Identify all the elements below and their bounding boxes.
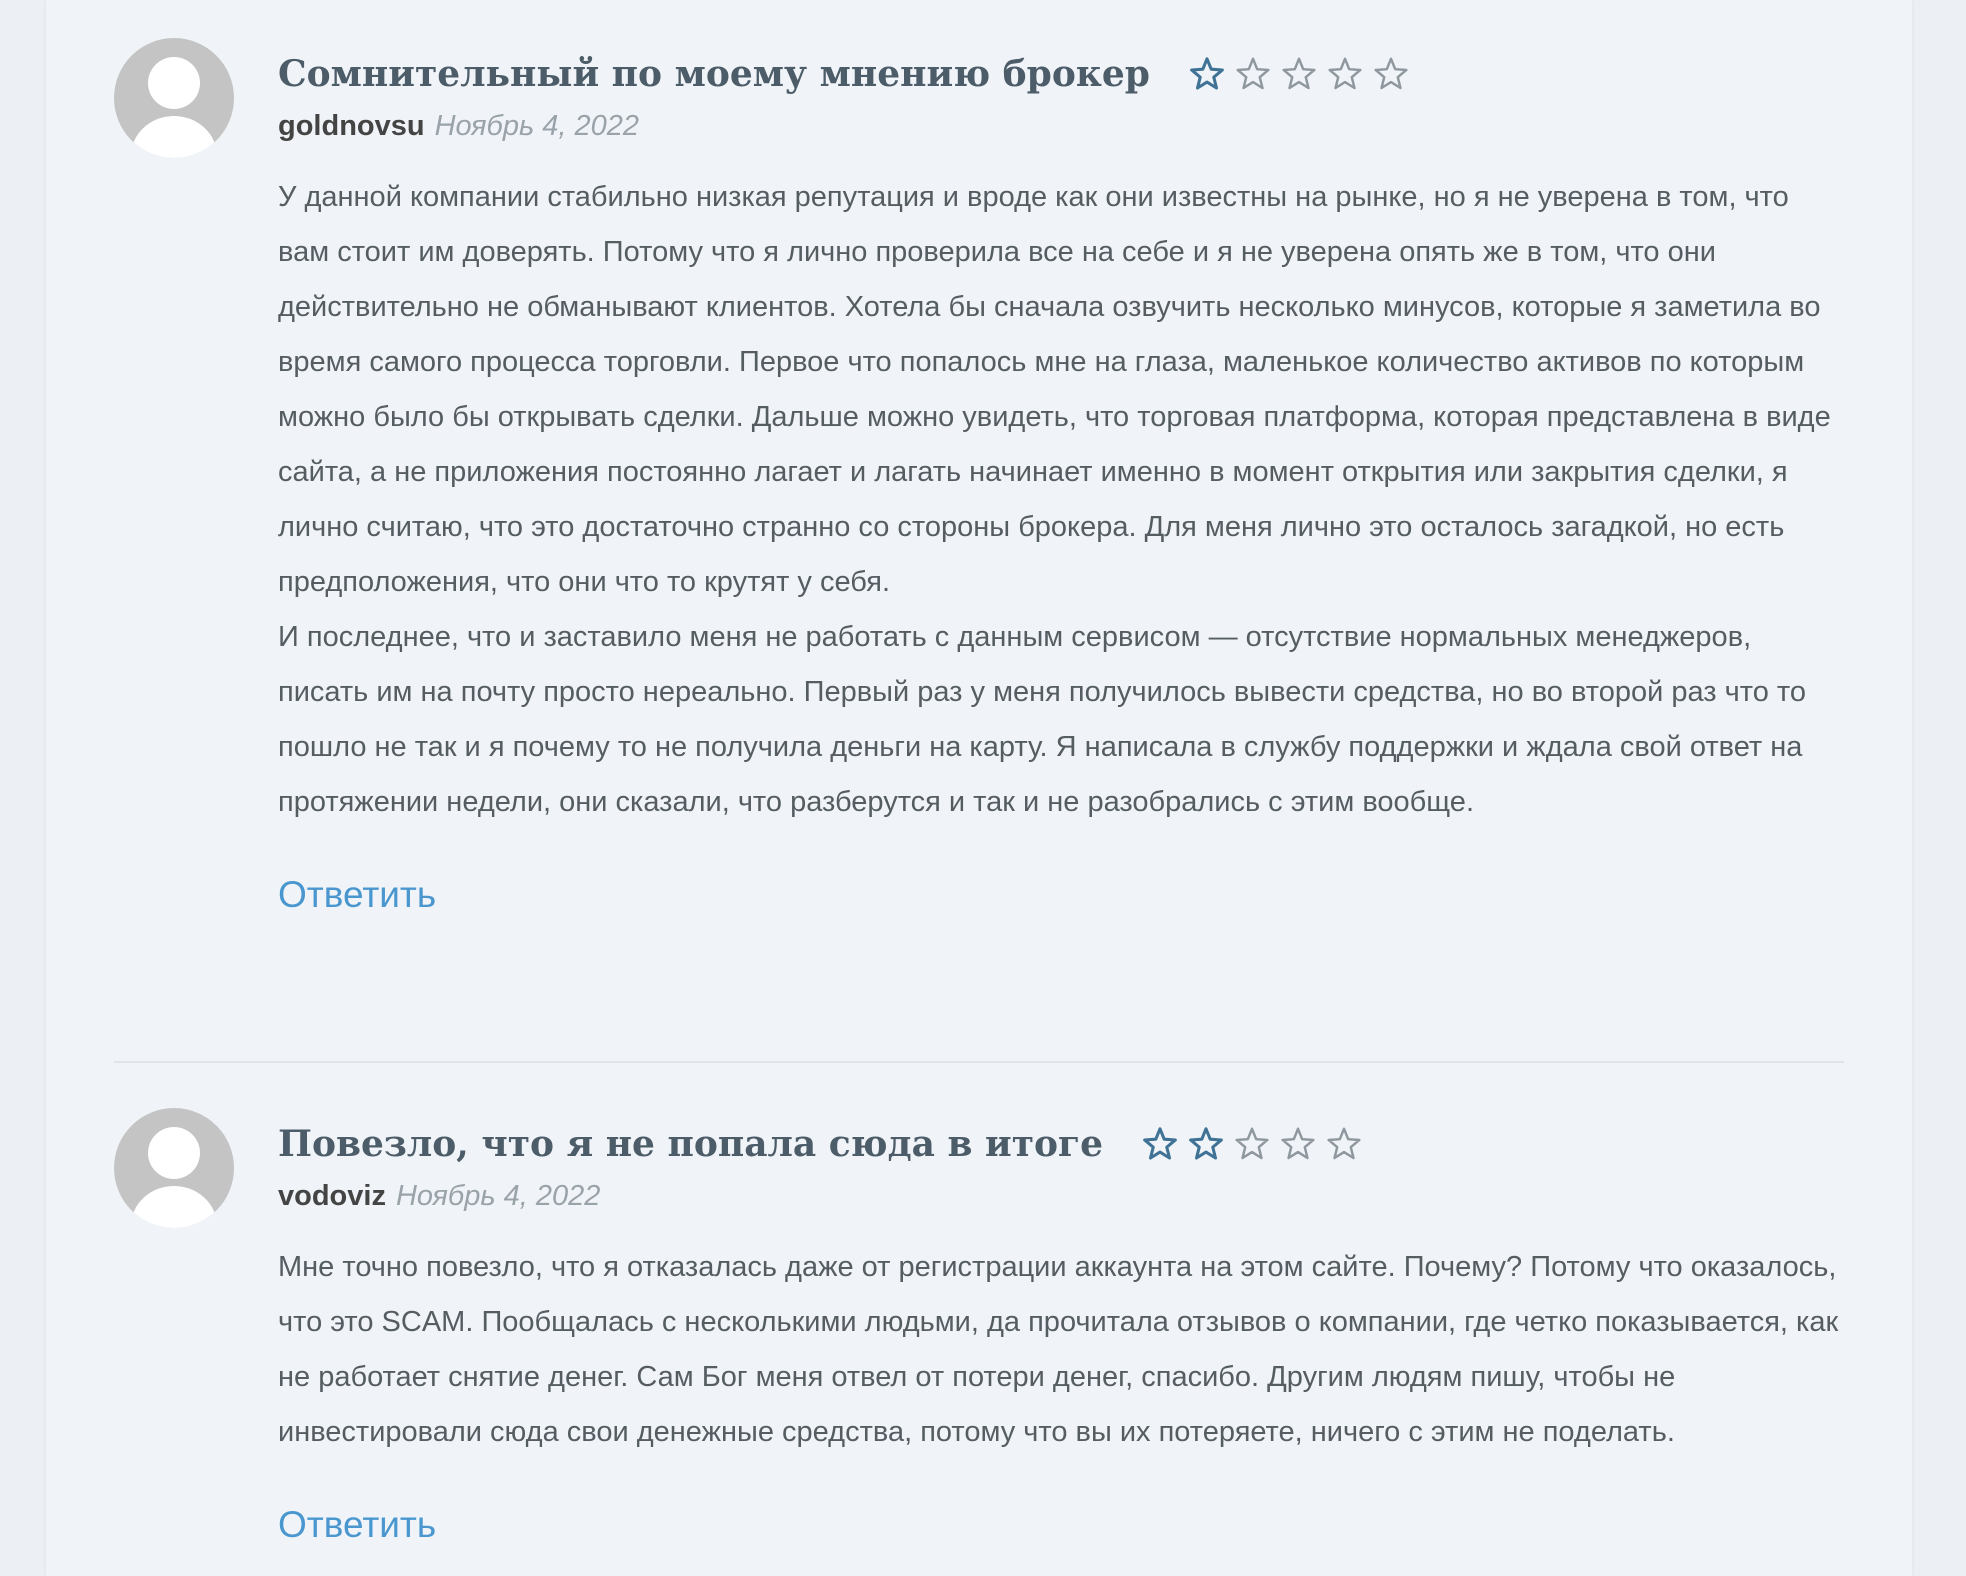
review-header — [278, 1122, 1844, 1166]
review-title: Повезло, что я не попала сюда в итоге — [278, 1123, 1103, 1165]
star-rating — [1141, 1125, 1371, 1163]
review-header — [278, 52, 1844, 96]
reply-link[interactable]: Ответить — [278, 1504, 437, 1545]
review-paragraph: У данной компании стабильно низкая репутация и вроде как они известны на рынке, но я не уверена в том, что вам стоит им доверять. Потому что я лично проверила все на себе и я не уверена опять же в том, что они действительно не обманывают клиентов. Хотела бы сначала озвучить несколько минусов, которые я заметила во время самого процесса торговли. Первое что попалось мне на глаза, маленькое количество активов по которым можно было бы открывать сделки. Дальше можно увидеть, что торговая платформа, которая представлена в виде сайта, а не приложения постоянно лагает и лагать начинает именно в момент открытия или закрытия сделки, я лично считаю, что это достаточно странно со стороны брокера. Для меня лично это осталось загадкой, но есть предположения, что они что то крутят у себя. — [278, 181, 1831, 598]
star-rating — [1188, 55, 1418, 93]
review-author: goldnovsu — [278, 109, 425, 142]
review-content — [278, 38, 1844, 916]
star-outline-icon — [1188, 55, 1226, 93]
star-outline-icon — [1326, 55, 1364, 93]
star-outline-icon — [1233, 1125, 1271, 1163]
star-outline-icon — [1280, 55, 1318, 93]
review-meta — [278, 1176, 1844, 1216]
review-title: Сомнительный по моему мнению брокер — [278, 53, 1150, 95]
review-text — [278, 1240, 1844, 1460]
star-outline-icon — [1279, 1125, 1317, 1163]
review-author: vodoviz — [278, 1179, 386, 1212]
default-user-avatar-icon — [114, 1108, 234, 1228]
default-user-avatar-icon — [114, 38, 234, 158]
review-date: Ноябрь 4, 2022 — [395, 1179, 601, 1212]
star-outline-icon — [1372, 55, 1410, 93]
review-paragraph: И последнее, что и заставило меня не работать с данным сервисом — отсутствие нормальных менеджеров, писать им на почту просто нереально. Первый раз у меня получилось вывести средства, но во второй раз что то пошло не так и я почему то не получила деньги на карту. Я написала в службу поддержки и ждала свой ответ на протяжении недели, они сказали, что разберутся и так и не разобрались с этим вообще. — [278, 621, 1806, 818]
star-outline-icon — [1325, 1125, 1363, 1163]
star-outline-icon — [1234, 55, 1272, 93]
star-outline-icon — [1187, 1125, 1225, 1163]
reply-link[interactable]: Ответить — [278, 874, 437, 915]
review-date: Ноябрь 4, 2022 — [434, 109, 640, 142]
review-paragraph: Мне точно повезло, что я отказалась даже от регистрации аккаунта на этом сайте. Почему? Потому что оказалось, что это SCAM. Пообщалась с несколькими людьми, да прочитала отзывов о компании, где четко показывается, как не работает снятие денег. Сам Бог меня отвел от потери денег, спасибо. Другим людям пишу, чтобы не инвестировали сюда свои денежные средства, потому что вы их потеряете, ничего с этим не поделать. — [278, 1251, 1839, 1448]
review-content — [278, 1108, 1844, 1546]
review-text — [278, 170, 1844, 830]
review-divider — [114, 1061, 1844, 1063]
comments-page — [46, 0, 1912, 1576]
star-outline-icon — [1141, 1125, 1179, 1163]
review-meta — [278, 106, 1844, 146]
